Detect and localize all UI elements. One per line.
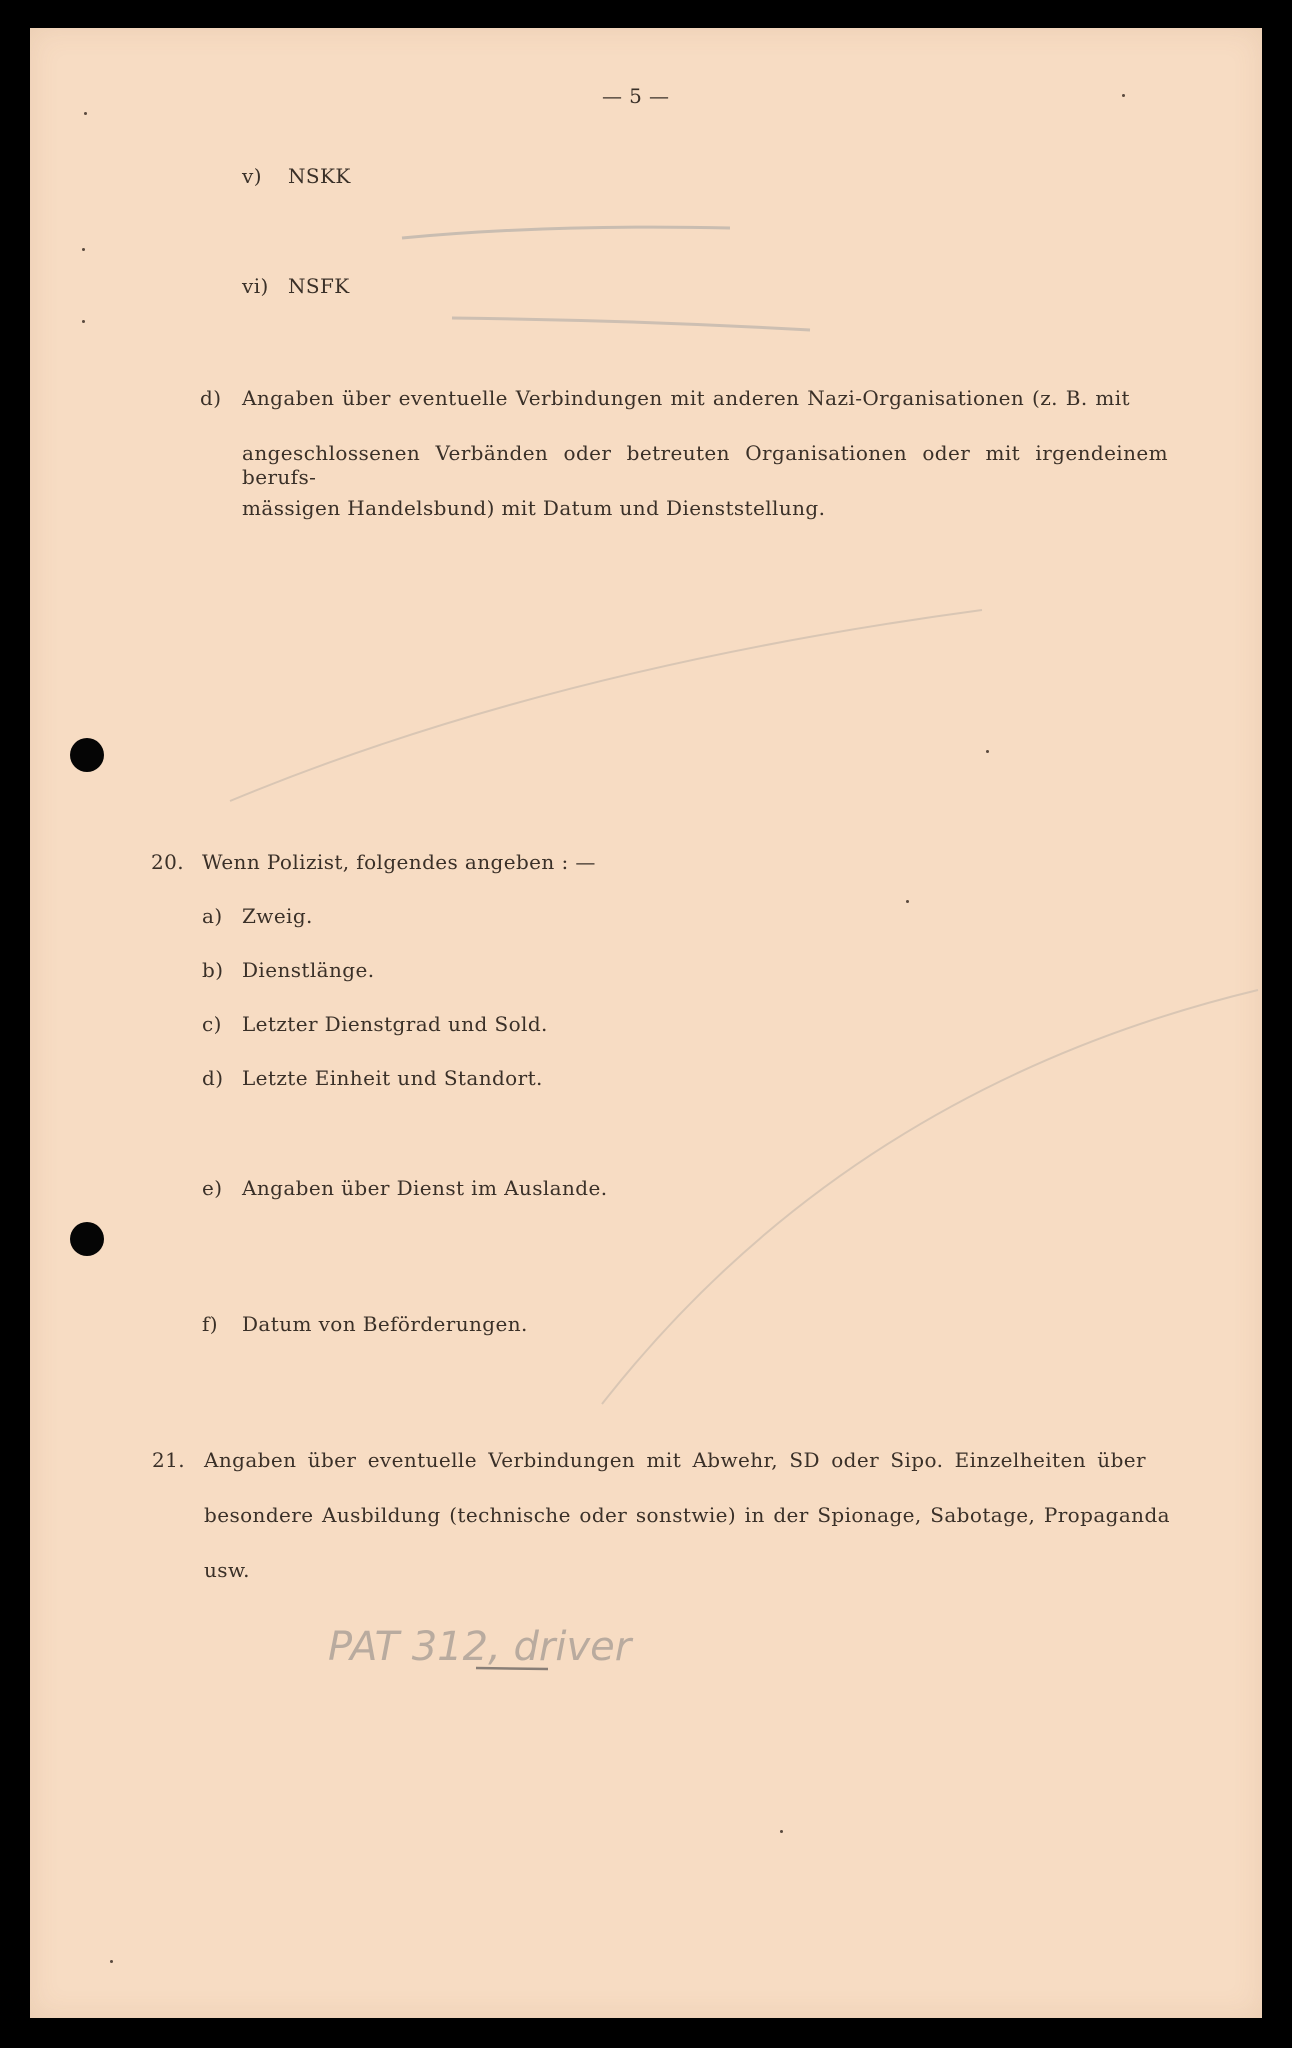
pencil-line-vi	[452, 318, 810, 330]
question-20-b-label: b)	[202, 958, 224, 982]
question-21-line-1: Angaben über eventuelle Verbindungen mit Abwehr, SD oder Sipo. Einzelheiten über	[204, 1448, 1146, 1472]
paper-speck	[82, 320, 85, 323]
question-20-e-text: Angaben über Dienst im Auslande.	[242, 1176, 608, 1200]
item-v-label: v)	[242, 164, 262, 188]
question-20-d-label: d)	[202, 1066, 224, 1090]
item-vi-text: NSFK	[288, 274, 350, 298]
question-20-b-text: Dienstlänge.	[242, 958, 375, 982]
question-20-number: 20.	[151, 850, 185, 874]
item-d19-label: d)	[200, 386, 222, 410]
paper-speck	[110, 1960, 113, 1963]
item-vi-label: vi)	[242, 274, 269, 298]
question-20-f-label: f)	[202, 1312, 219, 1336]
paper-speck	[986, 750, 989, 753]
question-21-line-2: besondere Ausbildung (technische oder sonstwie) in der Spionage, Sabotage, Propaganda	[204, 1503, 1170, 1527]
paper-speck	[780, 1830, 783, 1833]
item-d19-line-2: angeschlossenen Verbänden oder betreuten Organisationen oder mit irgendeinem berufs-	[242, 441, 1168, 489]
punch-hole-bottom	[70, 1222, 104, 1256]
pencil-stroke-upper	[230, 610, 982, 801]
question-20-d-text: Letzte Einheit und Standort.	[242, 1066, 543, 1090]
paper-speck	[1122, 94, 1125, 97]
question-20-c-label: c)	[202, 1012, 222, 1036]
document-page	[30, 28, 1262, 2018]
pencil-stroke-lower	[602, 990, 1258, 1404]
question-20-text: Wenn Polizist, folgendes angeben : —	[202, 850, 596, 874]
page-number: — 5 —	[602, 84, 670, 108]
paper-speck	[82, 248, 85, 251]
item-v-text: NSKK	[288, 164, 351, 188]
question-21-line-3: usw.	[204, 1558, 250, 1582]
question-20-a-label: a)	[202, 904, 223, 928]
paper-speck	[84, 112, 87, 115]
pencil-line-v	[402, 227, 730, 238]
item-d19-line-1: Angaben über eventuelle Verbindungen mit anderen Nazi-Organisationen (z. B. mit	[242, 386, 1130, 410]
punch-hole-top	[70, 738, 104, 772]
question-21-number: 21.	[152, 1448, 186, 1472]
question-20-e-label: e)	[202, 1176, 223, 1200]
handwritten-underline	[476, 1668, 548, 1669]
pencil-marks	[30, 28, 1262, 2018]
item-d19-line-3: mässigen Handelsbund) mit Datum und Dienststellung.	[242, 496, 826, 520]
question-20-c-text: Letzter Dienstgrad und Sold.	[242, 1012, 548, 1036]
paper-speck	[906, 900, 909, 903]
handwritten-note: PAT 312, driver	[328, 1624, 632, 1670]
question-20-f-text: Datum von Beförderungen.	[242, 1312, 528, 1336]
question-20-a-text: Zweig.	[242, 904, 313, 928]
